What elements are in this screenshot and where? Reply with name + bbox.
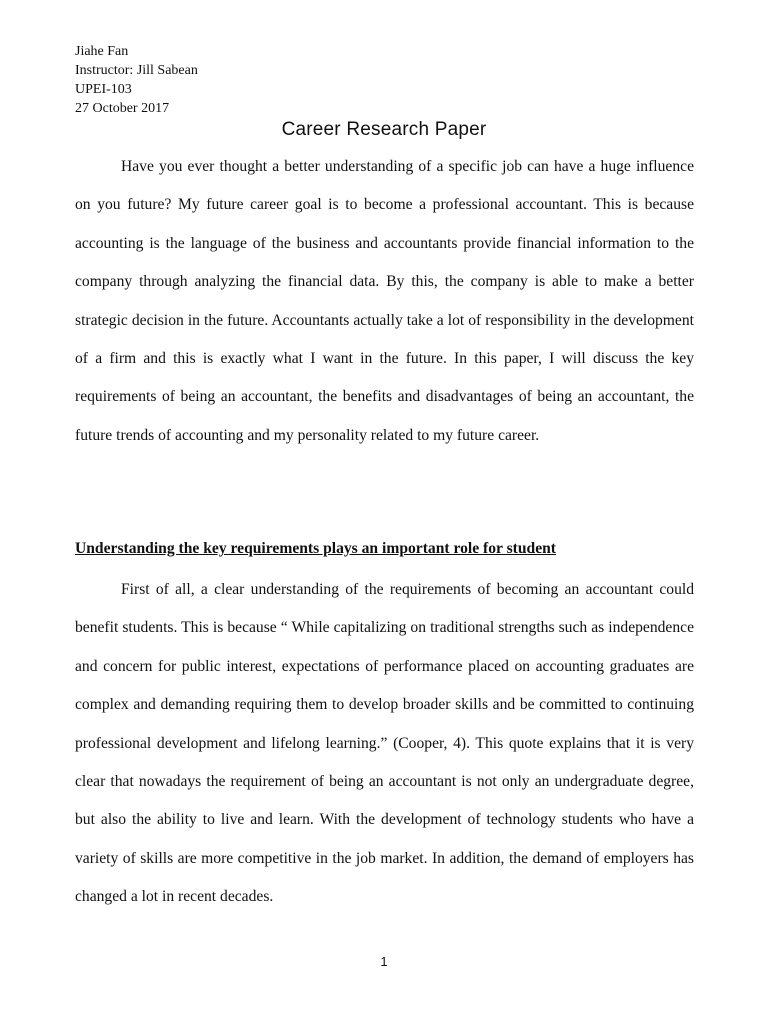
paper-date: 27 October 2017 xyxy=(75,101,170,116)
paper-header xyxy=(75,42,198,118)
instructor-line: Instructor: Jill Sabean xyxy=(75,63,198,78)
paper-title: Career Research Paper xyxy=(281,119,487,140)
page-number: 1 xyxy=(380,954,388,969)
author-name: Jiahe Fan xyxy=(75,44,129,59)
requirements-paragraph: First of all, a clear understanding of the requirements of becoming an accountant could benefit students. This is because “ While capitalizing on traditional strengths such as independence and concern for public interest, expectations of performance placed on accounting graduates are complex and demanding requiring them to develop broader skills and be committed to continuing professional development and lifelong learning.” (Cooper, 4). This quote explains that it is very clear that nowadays the requirement of being an accountant is not only an undergraduate degree, but also the ability to live and learn. With the development of technology students who have a variety of skills are more competitive in the job market. In addition, the demand of employers has changed a lot in recent decades. xyxy=(75,581,694,906)
course-code: UPEI-103 xyxy=(75,82,132,97)
section-heading: Understanding the key requirements plays an important role for student xyxy=(75,540,556,557)
intro-paragraph: Have you ever thought a better understanding of a specific job can have a huge influence on you future? My future career goal is to become a professional accountant. This is because accounting is the language of the business and accountants provide financial information to the company through analyzing the financial data. By this, the company is able to make a better strategic decision in the future. Accountants actually take a lot of responsibility in the development of a firm and this is exactly what I want in the future. In this paper, I will discuss the key requirements of being an accountant, the benefits and disadvantages of being an accountant, the future trends of accounting and my personality related to my future career. xyxy=(75,158,694,444)
